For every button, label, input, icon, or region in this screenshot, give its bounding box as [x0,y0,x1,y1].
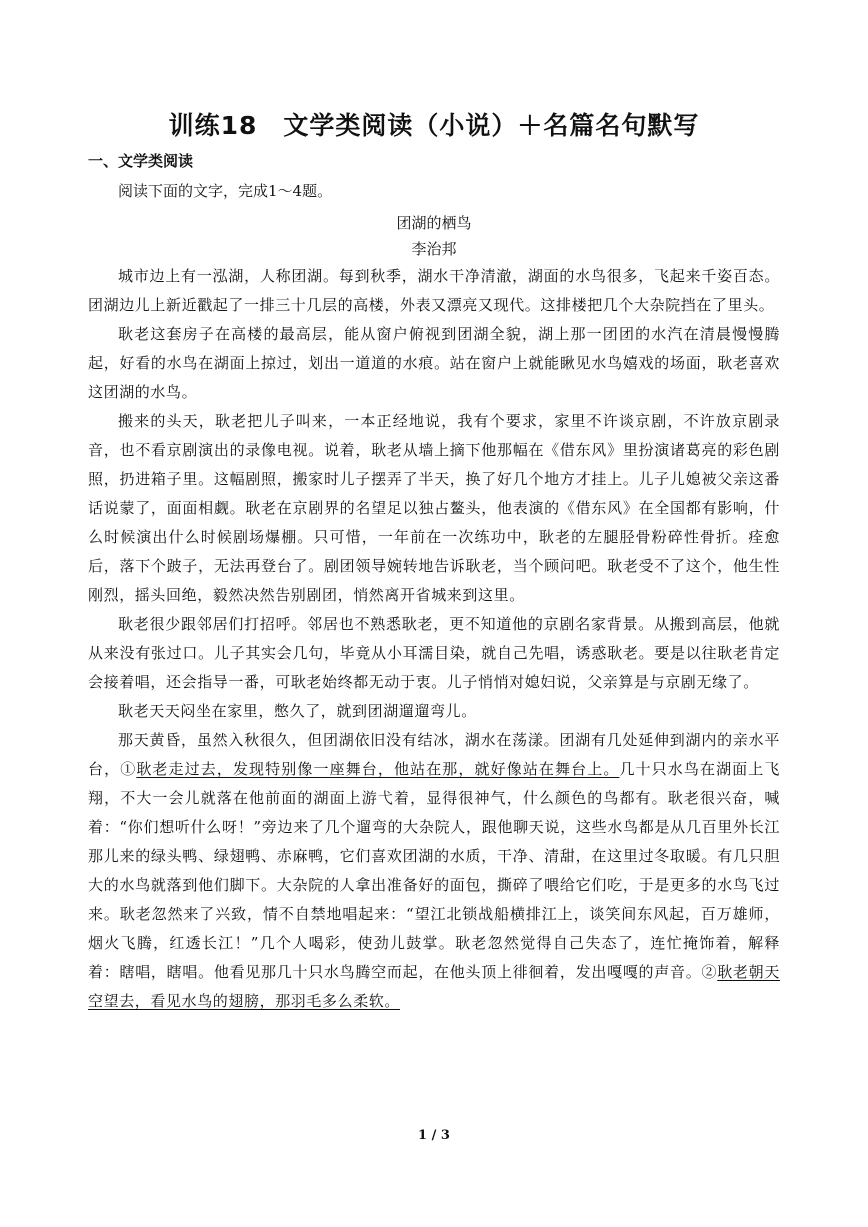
marker-1: ① [120,760,137,778]
paragraph: 搬来的头天，耿老把儿子叫来，一本正经地说，我有个要求，家里不许谈京剧，不许放京剧录音，也不看京剧演出的录像电视。说着，耿老从墙上摘下他那幅在《借东风》里扮演诸葛亮的彩色剧照，扔进箱子里。这幅剧照，搬家时儿子摆弄了半天，换了好几个地方才挂上。儿子儿媳被父亲这番话说蒙了，面面相觑。耿老在京剧界的名望足以独占鳌头，他表演的《借东风》在全国都有影响，什么时候演出什么时候剧场爆棚。只可惜，一年前在一次练功中，耿老的左腿胫骨粉碎性骨折。痊愈后，落下个跛子，无法再登台了。剧团领导婉转地告诉耿老，当个顾问吧。耿老受不了这个，他生性刚烈，摇头回绝，毅然决然告别剧团，悄然离开省城来到这里。 [88,412,780,604]
story-body [88,262,780,1016]
page-number: 1 / 3 [418,1128,450,1143]
paragraph: 耿老这套房子在高楼的最高层，能从窗户俯视到团湖全貌，湖上那一团团的水汽在清晨慢慢腾起，好看的水鸟在湖面上掠过，划出一道道的水痕。站在窗户上就能瞅见水鸟嬉戏的场面，耿老喜欢这团湖的水鸟。 [88,325,780,401]
marker-2: ② [701,963,718,981]
reading-instruction: 阅读下面的文字，完成1～4题。 [118,182,333,200]
page-title: 训练18 文学类阅读（小说）＋名篇名句默写 [168,111,700,140]
paragraph-text: 那天黄昏，虽然入秋很久，但团湖依旧没有结冰，湖水在荡漾。团湖有几处延伸到湖内的亲水平台， [88,731,780,778]
underlined-sentence-2: 耿老朝天空望去，看见水鸟的翅膀，那羽毛多么柔软。 [88,963,780,1010]
paragraph: 耿老天天闷坐在家里，憋久了，就到团湖遛遛弯儿。 [118,702,477,720]
story-title: 团湖的栖鸟 [396,214,472,232]
section-heading: 一、文学类阅读 [88,152,194,170]
paragraph: 耿老很少跟邻居们打招呼。邻居也不熟悉耿老，更不知道他的京剧名家背景。从搬到高层，他就从来没有张过口。儿子其实会几句，毕竟从小耳濡目染，就自己先唱，诱惑耿老。要是以往耿老肯定会接着唱，还会指导一番，可耿老始终都无动于衷。儿子悄悄对媳妇说，父亲算是与京剧无缘了。 [88,615,780,691]
paragraph [88,726,780,1016]
paragraph-text: 几十只水鸟在湖面上飞翔，不大一会儿就落在他前面的湖面上游弋着，显得很神气，什么颜色的鸟都有。耿老很兴奋，喊着：“你们想听什么呀！”旁边来了几个遛弯的大杂院人，跟他聊天说，这些水鸟都是从几百里外长江那儿来的绿头鸭、绿翅鸭、赤麻鸭，它们喜欢团湖的水质，干净、清甜，在这里过冬取暖。有几只胆大的水鸟就落到他们脚下。大杂院的人拿出准备好的面包，撕碎了喂给它们吃，于是更多的水鸟飞过来。耿老忽然来了兴致，情不自禁地唱起来：“望江北锁战船横排江上，谈笑间东风起，百万雄师，烟火飞腾，红透长江！”几个人喝彩，使劲儿鼓掌。耿老忽然觉得自己失态了，连忙掩饰着，解释着：瞎唱，瞎唱。他看见那几十只水鸟腾空而起，在他头顶上徘徊着，发出嘎嘎的声音。 [88,760,780,981]
underlined-sentence-1: 耿老走过去，发现特别像一座舞台，他站在那，就好像站在舞台上。 [136,760,620,778]
paragraph: 城市边上有一泓湖，人称团湖。每到秋季，湖水干净清澈，湖面的水鸟很多，飞起来千姿百态。团湖边儿上新近戳起了一排三十几层的高楼，外表又漂亮又现代。这排楼把几个大杂院挡在了里头。 [88,267,780,314]
story-author: 李治邦 [411,240,457,258]
